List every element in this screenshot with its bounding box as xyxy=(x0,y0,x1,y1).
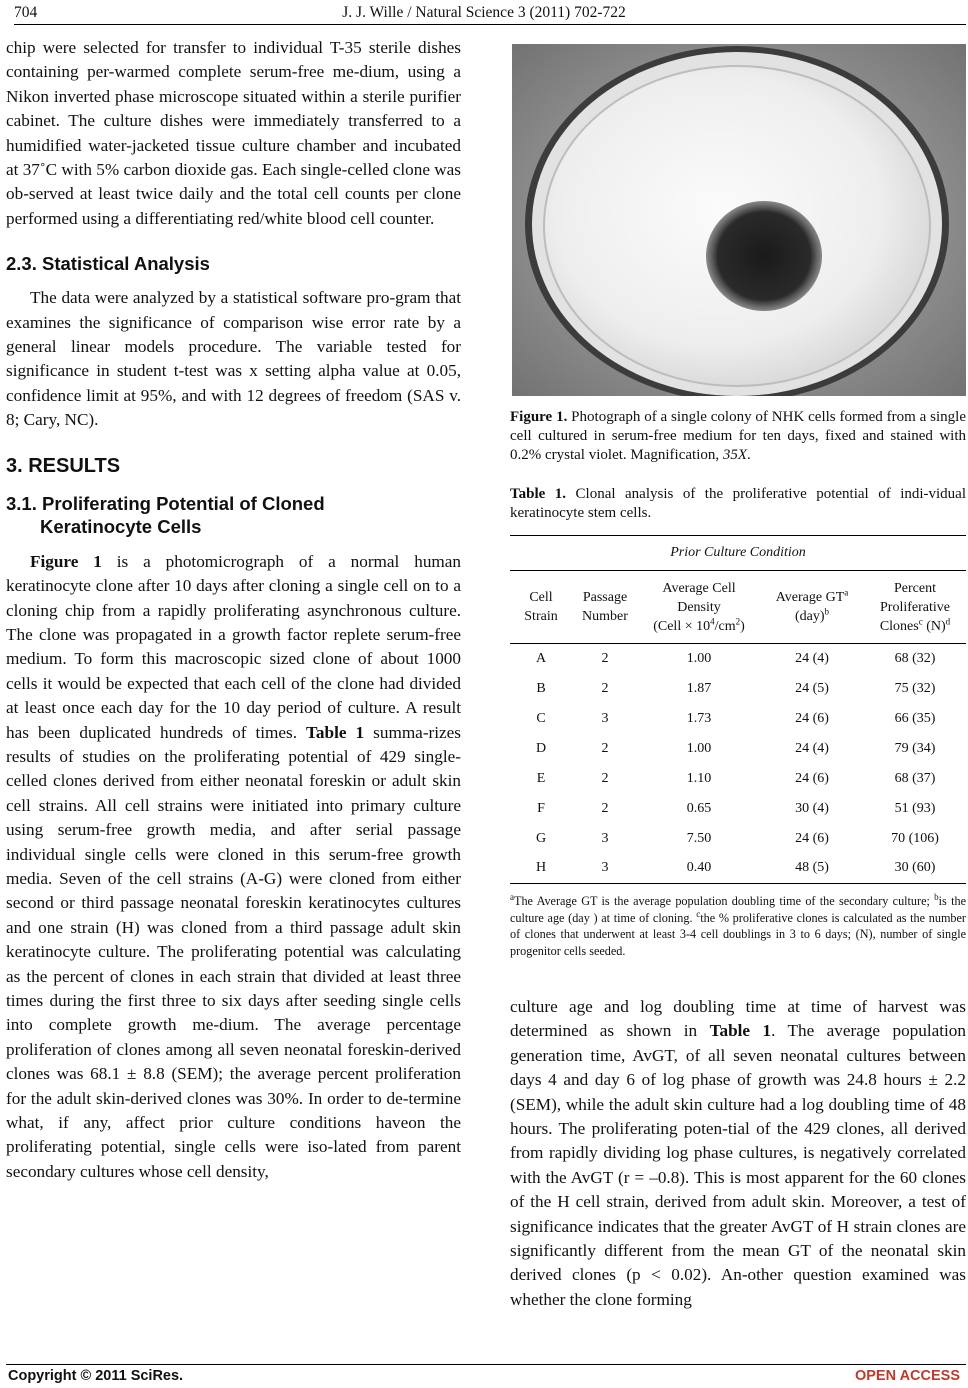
figure-label: Figure 1. xyxy=(510,409,568,425)
table-row: G 3 7.50 24 (6) 70 (106) xyxy=(535,830,939,846)
header-rule xyxy=(14,24,966,25)
petri-dish-image xyxy=(512,44,966,396)
open-access-label[interactable]: OPEN ACCESS xyxy=(854,1368,960,1384)
heading-line-2: Keratinocyte Cells xyxy=(40,515,202,537)
cell-colony xyxy=(706,201,822,311)
figure-1-caption xyxy=(510,408,966,465)
col-header-average-cell-density: Average Cell Density (Cell × $10^4/cm^2$) xyxy=(653,580,745,634)
table-group-header-row xyxy=(510,536,966,571)
paragraph-results-continued xyxy=(510,995,966,1312)
heading-line-1: 3.1. Proliferating Potential of Cloned xyxy=(6,492,325,514)
caption-period: . xyxy=(747,447,751,463)
page-header xyxy=(0,4,968,26)
results-text-a: is a photomicrograph of a normal human keratinocyte clone after 10 days after cloning a single cell on to a cloning chip from a rapidly proliferating asynchronous culture. The clone was propagated in a growth factor replete serum-free medium. To form this macroscopic sized clone of about 1000 cells it would be expected that each cell of the clone had divided at least once each day for the 10 day period of culture. A result has been duplicated hundreds of times. xyxy=(6,551,461,742)
group-header: Prior Culture Condition xyxy=(670,545,806,560)
table-column-header-row xyxy=(510,571,966,644)
table-1-title xyxy=(510,485,966,523)
page-number: 704 xyxy=(14,4,38,21)
col-header-average-gt: Average $GT^a$ (day)$^b$ xyxy=(775,587,849,624)
col-header-cell-strain: Cell Strain xyxy=(524,590,558,624)
running-title: J. J. Wille / Natural Science 3 (2011) 702-722 xyxy=(342,4,626,21)
left-column xyxy=(6,36,461,1184)
section-heading-results: 3. RESULTS xyxy=(6,454,121,477)
figure-1-ref[interactable]: Figure 1 xyxy=(30,551,102,571)
section-heading-proliferating-potential xyxy=(6,492,461,538)
col-header-passage-number: Passage Number xyxy=(582,590,628,624)
col-header-percent-proliferative: Percent Proliferative Clones$^c$ $(N)^d$ xyxy=(879,580,951,634)
figure-1-photograph xyxy=(512,44,966,396)
paragraph-methods-end: chip were selected for transfer to individual T-35 sterile dishes containing per-warmed complete serum-free me-dium, using a Nikon inverted phase microscope situated within a sterile purifier cabinet. The culture dishes were immediately transferred to a humidified water-jacketed tissue culture chamber and incubated at 37˚C with 5% carbon dioxide gas. Each single-celled clone was ob-served at least twice daily and the total cell counts per clone performed using a differentiating red/white blood cell counter. xyxy=(6,38,461,228)
footer-rule xyxy=(6,1364,966,1365)
section-heading-statistical-analysis: 2.3. Statistical Analysis xyxy=(6,253,210,275)
table-1-ref[interactable]: Table 1 xyxy=(306,722,365,742)
continued-text-b: . The average population generation time, AvGT, of all seven neonatal cultures between days 4 and day 6 of log phase of growth was 24.8 hours ± 2.2 (SEM), while the adult skin culture had a log doubling time of 48 hours. The proliferating poten-tial of the 429 clones, all derived from rapidly dividing log phase cultures, is negatively correlated with the AvGT (r = –0.8). This is most apparent for the 60 clones of the H cell strain, derived from adult skin. Moreover, a test of significance indicates that the greater AvGT of H strain clones are significantly different from the mean GT of the neonatal skin derived clones (p < 0.02). An-other question examined was whether the clone forming xyxy=(510,1021,966,1309)
table-row: B 2 1.87 24 (5) 75 (32) xyxy=(536,680,936,696)
table-row: C 3 1.73 24 (6) 66 (35) xyxy=(536,710,936,726)
continued-text-a: culture age and log doubling time at time of harvest was determined as shown in xyxy=(510,997,966,1041)
right-column xyxy=(510,408,966,1312)
table-1 xyxy=(510,535,966,884)
paragraph-statistics: The data were analyzed by a statistical software pro-gram that examines the significance of comparison wise error rate by a general linear models procedure. The variable tested for significance in student t-test was x setting alpha value at 0.05, confidence limit at 95%, and with 12 degrees of freedom (SAS v. 8; Cary, NC). xyxy=(6,288,461,430)
page-footer xyxy=(0,1368,968,1386)
table-1-ref-2[interactable]: Table 1 xyxy=(709,1021,772,1041)
figure-caption-text: Photograph of a single colony of NHK cells formed from a single cell cultured in serum-free medium for ten days, fixed and stained with 0.2% crystal violet. Magnification, xyxy=(510,409,966,463)
table-row: E 2 1.10 24 (6) 68 (37) xyxy=(536,770,936,786)
table-row: D 2 1.00 24 (4) 79 (34) xyxy=(535,740,936,756)
paragraph-results xyxy=(6,550,461,1185)
results-text-b: summa-rizes results of studies on the proliferating potential of 429 single-celled clones derived from either neonatal foreskin or adult skin cell strains. All cell strains were initiated into primary culture using serum-free growth media, and after serial passage individual single cells were cloned in this serum-free growth media. Seven of the cell strains (A-G) were cloned from either second or third passage neonatal foreskin keratinocytes cultures and one strain (H) was cloned from a third passage adult skin keratinocyte culture. The proliferating potential was calculating as the percent of clones in each strain that divided at least three times during the first three to six days after seeding single cells into complete growth me-dium. The average percentage proliferation of clones among all seven neonatal foreskin-derived clones was 68.1 ± 8.8 (SEM); the average percent proliferation for the adult skin-derived clones was 30%. In order to de-termine what, if any, affect prior culture conditions haveon the proliferating potential, single cells were iso-lated from parent secondary cultures whose cell density, xyxy=(6,722,461,1181)
table-footnote: $^a$The Average GT is the average population doubling time of the secondary culture; $^b$is the culture age (day ) at time of cloning. $^c$the % proliferative clones is calculated as the number of clones that underwent at least 3-4 cell doublings in 3 to 6 days; (N), number of single progenitor cells seeded. xyxy=(510,891,966,958)
table-row: H 3 0.40 48 (5) 30 (60) xyxy=(510,854,966,884)
magnification-value: 35X xyxy=(722,447,748,463)
table-title-text: Clonal analysis of the proliferative potential of indi-vidual keratinocyte stem cells. xyxy=(510,486,967,521)
table-row: F 2 0.65 30 (4) 51 (93) xyxy=(537,800,936,816)
copyright: Copyright © 2011 SciRes. xyxy=(8,1368,184,1384)
table-label: Table 1. xyxy=(510,486,567,502)
table-row: A 2 1.00 24 (4) 68 (32) xyxy=(535,650,936,666)
